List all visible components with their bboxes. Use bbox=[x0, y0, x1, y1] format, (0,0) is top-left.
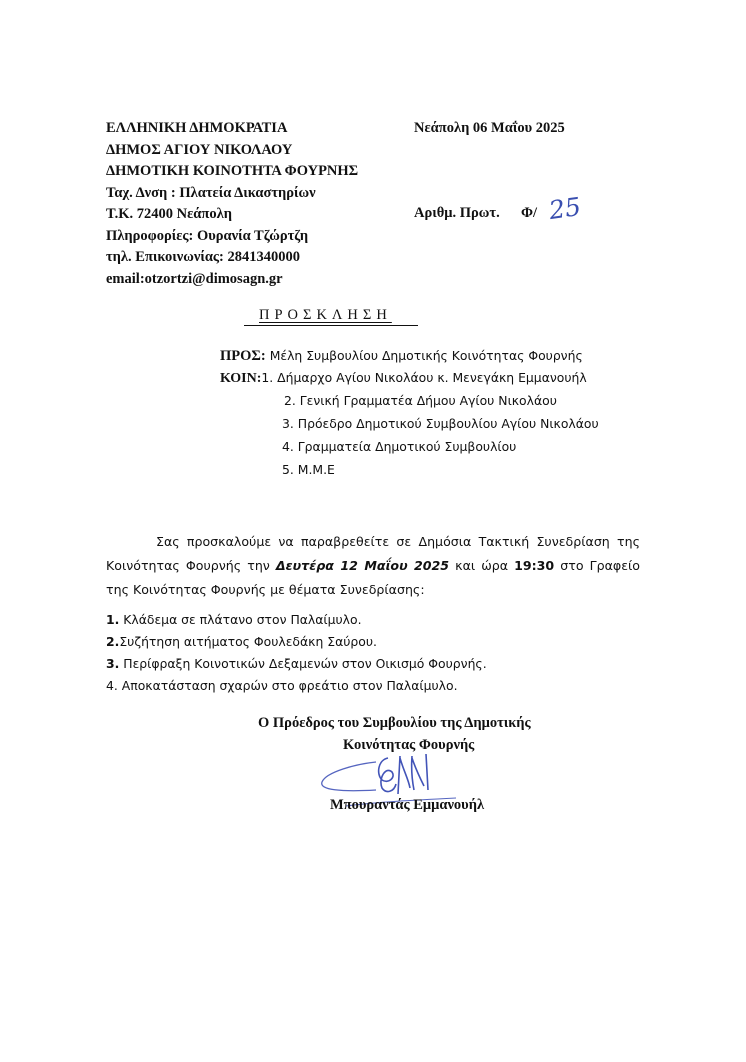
protocol-prefix: Φ/ bbox=[520, 205, 538, 221]
recipients-cc bbox=[220, 367, 587, 391]
header-line-phone: τηλ. Επικοινωνίας: 2841340000 bbox=[106, 249, 300, 265]
cc-item: 5. Μ.Μ.Ε bbox=[282, 462, 335, 477]
signatory-role: Ο Πρόεδρος του Συμβουλίου της Δημοτικής bbox=[258, 715, 531, 731]
header-line-republic: ΕΛΛΗΝΙΚΗ ΔΗΜΟΚΡΑΤΙΑ bbox=[106, 120, 288, 136]
meeting-date: Δευτέρα 12 Μαΐου 2025 bbox=[275, 558, 450, 573]
meeting-time: 19:30 bbox=[514, 558, 555, 573]
header-line-email: email:otzortzi@dimosagn.gr bbox=[106, 270, 283, 287]
protocol-handwritten-number: 25 bbox=[547, 191, 583, 226]
to-label: ΠΡΟΣ: bbox=[220, 348, 266, 364]
agenda-item: 2.Συζήτηση αιτήματος Φουλεδάκη Σαύρου. bbox=[106, 634, 377, 649]
header-line-info: Πληροφορίες: Ουρανία Τζώρτζη bbox=[106, 227, 309, 244]
signatory-name: Μπουραντάς Εμμανουήλ bbox=[330, 797, 485, 813]
document-date: Νεάπολη 06 Μαΐου 2025 bbox=[414, 120, 565, 136]
cc-item: 2. Γενική Γραμματέα Δήμου Αγίου Νικολάου bbox=[284, 393, 557, 408]
protocol-label: Αριθμ. Πρωτ. bbox=[414, 205, 500, 221]
recipients-to bbox=[220, 345, 583, 368]
to-text: Μέλη Συμβουλίου Δημοτικής Κοινότητας Φουρνής bbox=[269, 348, 583, 363]
agenda-item: 1. Κλάδεμα σε πλάτανο στον Παλαίμυλο. bbox=[106, 612, 362, 627]
cc-label: ΚΟΙΝ: bbox=[220, 371, 262, 386]
sender-header bbox=[106, 118, 358, 290]
invitation-text: Σας προσκαλούμε να παραβρεθείτε σε Δημόσια Τακτική Συνεδρίαση της Κοινότητας Φουρνής την bbox=[106, 534, 640, 573]
invitation-text: στο Γραφείο της Κοινότητας Φουρνής με θέματα Συνεδρίασης: bbox=[106, 558, 640, 597]
protocol-number bbox=[414, 203, 537, 225]
agenda-item: 3. Περίφραξη Κοινοτικών Δεξαμενών στον Οικισμό Φουρνής. bbox=[106, 656, 487, 671]
header-line-postcode: Τ.Κ. 72400 Νεάπολη bbox=[106, 206, 232, 222]
header-line-community: ΔΗΜΟΤΙΚΗ ΚΟΙΝΟΤΗΤΑ ΦΟΥΡΝΗΣ bbox=[106, 163, 359, 179]
header-line-municipality: ΔΗΜΟΣ ΑΓΙΟΥ ΝΙΚΟΛΑΟΥ bbox=[106, 141, 293, 158]
document-title: ΠΡΟΣΚΛΗΣΗ bbox=[259, 307, 392, 323]
signatory-role-line2: Κοινότητας Φουρνής bbox=[343, 737, 475, 753]
invitation-paragraph bbox=[106, 530, 640, 602]
cc-item: 1. Δήμαρχο Αγίου Νικολάου κ. Μενεγάκη Εμμανουήλ bbox=[261, 370, 587, 385]
agenda-item: 4. Αποκατάσταση σχαρών στο φρεάτιο στον Παλαίμυλο. bbox=[106, 678, 458, 693]
cc-item: 3. Πρόεδρο Δημοτικού Συμβουλίου Αγίου Νικολάου bbox=[282, 416, 599, 431]
invitation-text: και ώρα bbox=[449, 558, 515, 573]
header-line-address: Ταχ. Δνση : Πλατεία Δικαστηρίων bbox=[106, 184, 316, 201]
agenda-list bbox=[106, 609, 487, 697]
cc-item: 4. Γραμματεία Δημοτικού Συμβουλίου bbox=[282, 439, 517, 454]
title-underline bbox=[244, 325, 418, 326]
